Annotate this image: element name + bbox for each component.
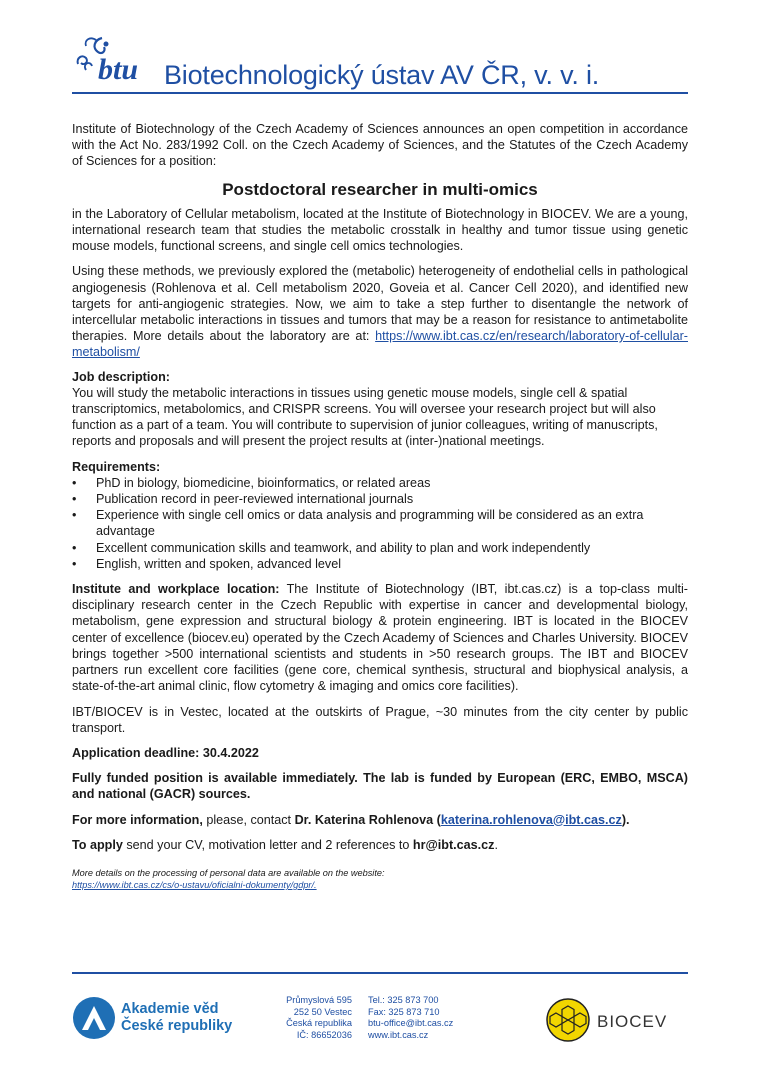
contact-name: Dr. Katerina Rohlenova <box>294 812 434 827</box>
footer-contacts <box>368 995 453 1041</box>
footer-address <box>280 995 352 1041</box>
privacy-link[interactable]: https://www.ibt.cas.cz/cs/o-ustavu/oficialni-dokumenty/gdpr/. <box>72 879 317 890</box>
biocev-name: BIOCEV <box>597 1012 668 1031</box>
intro-paragraph: Institute of Biotechnology of the Czech Academy of Sciences announces an open competition in accordance with the Act No. 283/1992 Coll. on the Czech Academy of Sciences, and the Statutes of the Czech Academy of Sciences for a position: <box>72 122 688 169</box>
apply-lead: To apply <box>72 837 123 852</box>
academy-line2: České republiky <box>121 1018 233 1034</box>
location-paragraph <box>72 581 688 694</box>
apply-mid: send your CV, motivation letter and 2 references to <box>122 837 413 852</box>
contact-close: ). <box>621 812 630 827</box>
contact-line: Tel.: 325 873 700 <box>368 995 439 1005</box>
address-line: Průmyslová 595 <box>286 995 352 1005</box>
location-text: The Institute of Biotechnology (IBT, ibt.cas.cz) is a top-class multi-disciplinary research center in the Czech Republic with expertise in cancer and developmental biology, metabolism, gene expression and structural biology & protein engineering. IBT is located in the BIOCEV center of excellence (biocev.eu) operated by the Czech Academy of Sciences and Charles University. BIOCEV brings together >500 international scientists and students in >50 research groups. The IBT and BIOCEV partners run excellent core facilities (gene core, chemical synthesis, structural and biophysical analysis, a state-of-the-art animal clinic, flow cytometry & imaging and omics core facilities). <box>72 582 688 694</box>
address-line: 252 50 Vestec <box>293 1006 352 1017</box>
address-line: IČ: 86652036 <box>296 1029 352 1040</box>
apply-paragraph <box>72 837 688 853</box>
job-description-heading: Job description: <box>72 369 170 384</box>
apply-email[interactable]: hr@ibt.cas.cz <box>412 837 495 852</box>
vestec-paragraph: IBT/BIOCEV is in Vestec, located at the outskirts of Prague, ~30 minutes from the city center by public transport. <box>72 704 688 735</box>
deadline: Application deadline: 30.4.2022 <box>72 745 259 760</box>
list-item: • Experience with single cell omics or data analysis and programming will be considered as an extra advantage <box>96 507 688 539</box>
contact-mid: please, contact <box>202 812 295 827</box>
location-heading: Institute and workplace location: <box>72 582 280 597</box>
list-item: • English, written and spoken, advanced level <box>96 556 688 572</box>
academy-line1: Akademie věd <box>121 1001 219 1017</box>
btu-logo-icon <box>72 34 157 92</box>
requirements-heading: Requirements: <box>72 459 161 474</box>
academy-name <box>121 1001 232 1035</box>
biocev-logo-icon <box>546 998 590 1042</box>
header-title: Biotechnologický ústav AV ČR, v. v. i. <box>164 60 600 90</box>
address-line: Česká republika <box>286 1018 352 1028</box>
research-paragraph <box>72 263 688 360</box>
job-description-text: You will study the metabolic interactions in tissues using genetic mouse models, single cell & spatial transcriptomics, metabolomics, and CRISPR screens. You will oversee your research project but will also function as a part of a team. You will contribute to supervision of junior colleagues, writing of manuscripts, reports and proposals and will present the project results at (inter-)national meetings. <box>72 385 658 449</box>
funding-paragraph: Fully funded position is available immediately. The lab is funded by European (ERC, EMBO, MSCA) and national (GACR) sources. <box>72 771 688 802</box>
header-rule <box>72 92 688 94</box>
privacy-note <box>72 867 688 891</box>
btu-logo-text: btu <box>98 53 139 86</box>
contact-line: www.ibt.cas.cz <box>368 1029 429 1040</box>
contact-email-link[interactable]: katerina.rohlenova@ibt.cas.cz <box>440 812 622 827</box>
main-content <box>72 121 688 891</box>
apply-end: . <box>494 837 498 852</box>
contact-paragraph <box>72 812 688 828</box>
contact-line: Fax: 325 873 710 <box>368 1006 440 1017</box>
requirements-list <box>72 475 688 572</box>
footer-rule <box>72 972 688 974</box>
research-text: Using these methods, we previously explored the (metabolic) heterogeneity of endothelial cells in pathological angiogenesis (Rohlenova et al. Cell metabolism 2020, Goveia et al. Cancer Cell 2020), and identified new targets for anti-angiogenic strategies. Now, we aim to take a step further to disentangle the network of intercellular metabolic interactions in tissues and tumors that may be a reason for resistance to antimetabolite therapies. More details about the laboratory are at: <box>72 264 688 344</box>
contact-line: btu-office@ibt.cas.cz <box>368 1018 454 1028</box>
list-item: • Excellent communication skills and teamwork, and ability to plan and work independently <box>96 540 688 556</box>
list-item: • PhD in biology, biomedicine, bioinformatics, or related areas <box>96 475 688 491</box>
header <box>72 34 688 94</box>
privacy-text: More details on the processing of personal data are available on the website: <box>72 867 385 878</box>
lab-paragraph: in the Laboratory of Cellular metabolism, located at the Institute of Biotechnology in BIOCEV. We are a young, international research team that studies the metabolic crosstalk in healthy and tumor tissue using genetic mouse models, functional screens, and single cell omics technologies. <box>72 206 688 254</box>
contact-open: ( <box>433 812 441 827</box>
contact-lead: For more information, <box>72 812 203 827</box>
job-title: Postdoctoral researcher in multi-omics <box>222 179 538 199</box>
academy-logo-icon <box>72 996 116 1040</box>
lab-link[interactable]: https://www.ibt.cas.cz/en/research/laboratory-of-cellular-metabolism/ <box>72 329 688 360</box>
list-item: • Publication record in peer-reviewed international journals <box>96 491 688 507</box>
